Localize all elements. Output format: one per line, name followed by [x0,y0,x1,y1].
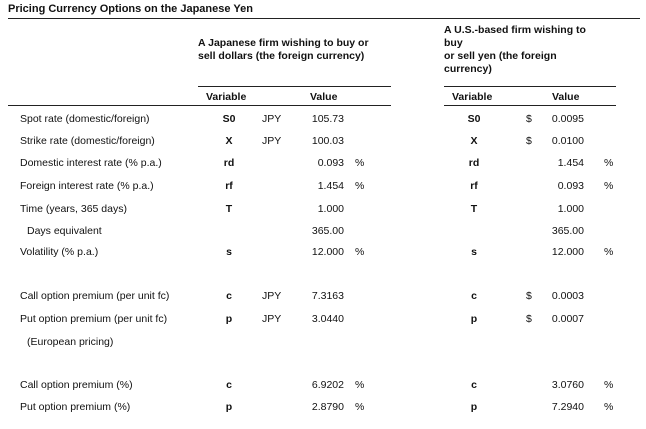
us-unit: % [604,246,614,258]
row-label: Call option premium (%) [20,379,133,391]
us-firm-header-line2: or sell yen (the foreign currency) [444,50,557,75]
row-label: Days equivalent [27,225,102,237]
us-value: 0.0095 [551,113,584,125]
us-firm-header-line1: A U.S.-based firm wishing to buy [444,24,586,49]
us-variable: rf [470,180,478,192]
row-label: Put option premium (per unit fc) [20,313,168,325]
us-currency: $ [526,135,532,147]
us-currency: $ [526,290,532,302]
us-value: 365.00 [551,225,584,237]
us-unit: % [604,379,614,391]
us-value: 3.0760 [551,379,584,391]
row-label: Spot rate (domestic/foreign) [20,113,150,125]
row-label: (European pricing) [27,336,114,348]
jp-variable: c [226,290,232,302]
row-label: Foreign interest rate (% p.a.) [20,180,154,192]
jp-unit: % [355,157,365,169]
us-value: 0.0100 [551,135,584,147]
us-variable: p [470,313,478,325]
jp-variable: s [226,246,232,258]
jp-variable: p [225,401,233,413]
jp-value: 1.000 [317,203,344,215]
us-currency: $ [526,113,532,125]
us-value: 1.000 [557,203,584,215]
jp-value: 7.3163 [311,290,344,302]
jp-variable: rf [225,180,233,192]
us-value: 7.2940 [551,401,584,413]
jp-currency: JPY [262,290,282,302]
row-label: Put option premium (%) [20,401,131,413]
us-variable: rd [468,157,480,169]
page-title: Pricing Currency Options on the Japanese Yen [8,3,253,15]
us-variable: c [471,290,477,302]
us-unit: % [604,180,614,192]
jp-variable: rd [223,157,235,169]
jp-variable: S0 [222,113,236,125]
us-unit: % [604,157,614,169]
us-variable: p [470,401,478,413]
us-value: 12.000 [551,246,584,258]
us-value: 0.093 [557,180,584,192]
jp-value: 365.00 [311,225,344,237]
jp-variable: X [225,135,233,147]
jp-value: 1.454 [317,180,344,192]
jp-variable: c [226,379,232,391]
jp-variable: T [225,203,233,215]
jp-unit: % [355,401,365,413]
us-firm-header-rule [444,86,616,87]
jp-currency: JPY [262,113,282,125]
jp-col-value: Value [310,91,338,103]
jp-value: 3.0440 [311,313,344,325]
jp-unit: % [355,379,365,391]
us-col-value: Value [552,91,580,103]
us-col-variable: Variable [452,91,493,103]
jp-value: 100.03 [311,135,344,147]
jp-unit: % [355,246,365,258]
us-variable: T [470,203,478,215]
jp-value: 0.093 [317,157,344,169]
jp-unit: % [355,180,365,192]
jp-value: 2.8790 [311,401,344,413]
us-variable: X [470,135,478,147]
jp-value: 105.73 [311,113,344,125]
row-label: Time (years, 365 days) [20,203,127,215]
jp-currency: JPY [262,313,282,325]
jp-variable: p [225,313,233,325]
jp-col-variable: Variable [206,91,247,103]
row-label: Domestic interest rate (% p.a.) [20,157,162,169]
us-variable: c [471,379,477,391]
us-unit: % [604,401,614,413]
jp-currency: JPY [262,135,282,147]
japanese-firm-header-rule [198,86,391,87]
japanese-firm-header: A Japanese firm wishing to buy or sell dollars (the foreign currency) [198,37,369,62]
jp-value: 12.000 [311,246,344,258]
row-label: Strike rate (domestic/foreign) [20,135,155,147]
col-header-rule-left [8,105,391,106]
row-label: Call option premium (per unit fc) [20,290,170,302]
us-variable: S0 [467,113,481,125]
us-currency: $ [526,313,532,325]
us-value: 0.0007 [551,313,584,325]
row-label: Volatility (% p.a.) [20,246,99,258]
us-value: 1.454 [557,157,584,169]
us-value: 0.0003 [551,290,584,302]
us-variable: s [471,246,477,258]
title-rule [8,18,640,19]
col-header-rule-right [444,105,616,106]
jp-value: 6.9202 [311,379,344,391]
